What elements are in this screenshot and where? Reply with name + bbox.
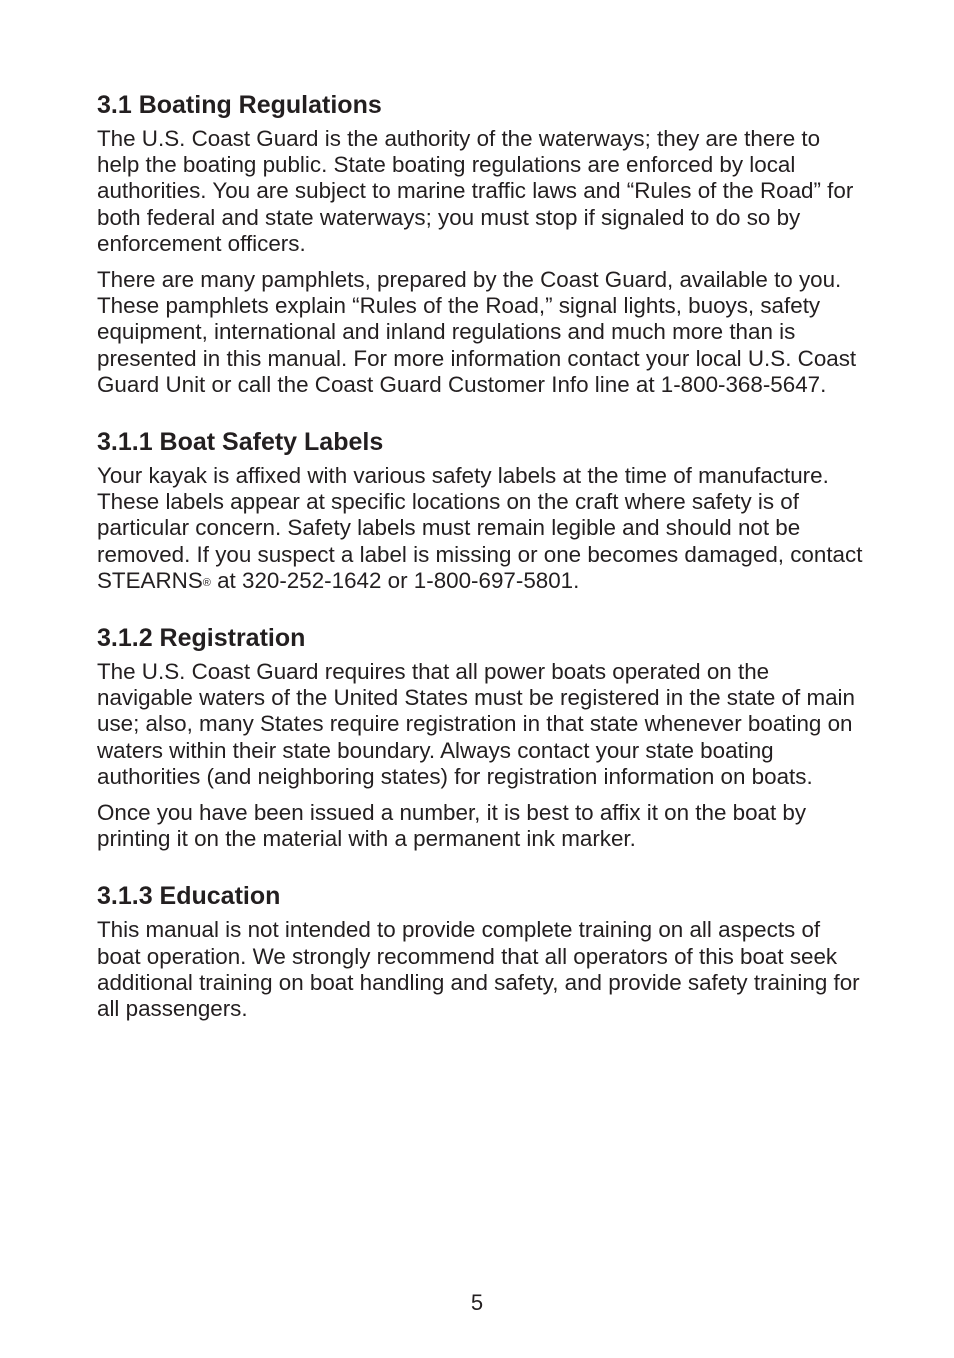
section-heading: 3.1.2 Registration — [97, 624, 306, 653]
body-paragraph: The U.S. Coast Guard requires that all power boats operated on the navigable waters of the United States must be registered in the state of main use; also, many States require registration in that state whenever boating on waters within their state boundary. Always contact your state boating authorities (and neighboring states) for registration information on boats. — [97, 659, 855, 789]
section-boating-regulations — [97, 89, 867, 398]
manual-page — [97, 89, 867, 1050]
section-heading: 3.1.1 Boat Safety Labels — [97, 428, 384, 457]
body-paragraph: There are many pamphlets, prepared by the Coast Guard, available to you. These pamphlets explain “Rules of the Road,” signal lights, buoys, safety equipment, international and inland regulations and much more than is presented in this manual. For more information contact your local U.S. Coast Guard Unit or call the Coast Guard Customer Info line at 1-800-368-5647. — [97, 267, 857, 397]
body-paragraph: This manual is not intended to provide complete training on all aspects of boat operation. We strongly recommend that all operators of this boat seek additional training on boat handling and safety, and provide safety training for all passengers. — [97, 917, 860, 1022]
section-education — [97, 880, 867, 1022]
paragraph-text: Your kayak is affixed with various safety labels at the time of manufacture. These labels appear at specific locations on the craft where safety is of particular concern. Safety labels must remain legible and should not be removed. If you suspect a label is missing or one becomes damaged, contact STEARNS — [97, 463, 863, 593]
body-paragraph: The U.S. Coast Guard is the authority of the waterways; they are there to help the boating public. State boating regulations are enforced by local authorities. You are subject to marine traffic laws and “Rules of the Road” for both federal and state waterways; you must stop if signaled to do so by enforcement officers. — [97, 126, 854, 256]
section-registration — [97, 622, 867, 852]
section-heading: 3.1.3 Education — [97, 882, 281, 911]
page-number: 5 — [470, 1290, 484, 1315]
section-heading: 3.1 Boating Regulations — [97, 91, 382, 119]
registered-mark: ® — [202, 576, 211, 589]
body-paragraph: Once you have been issued a number, it is best to affix it on the boat by printing it on the material with a permanent ink marker. — [97, 800, 807, 852]
section-boat-safety-labels — [97, 426, 867, 594]
body-paragraph — [97, 463, 867, 594]
paragraph-text: at 320-252-1642 or 1-800-697-5801. — [210, 567, 580, 593]
